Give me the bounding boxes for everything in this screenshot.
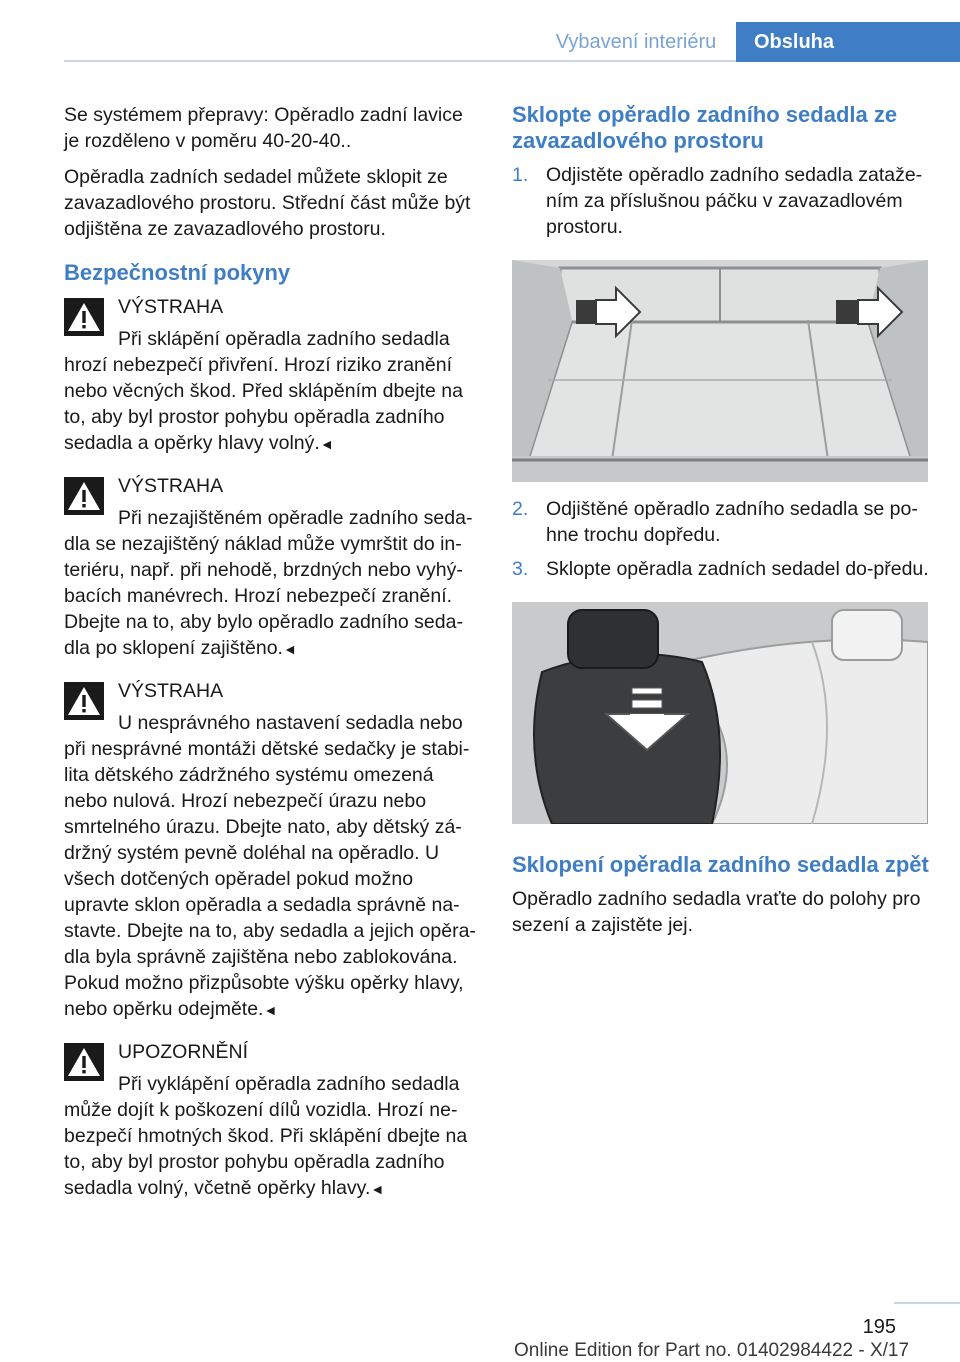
right-column [512,102,930,948]
warning-title: VÝSTRAHA [118,475,224,497]
step-item [512,556,930,582]
warning-block-3 [64,678,482,1023]
trunk-release-levers-image [512,260,928,482]
fold-from-trunk-heading: Sklopte opěradlo zadního sedadla ze zavazadlového prostoru [512,102,898,153]
step-item [512,162,930,240]
end-mark: ◄ [263,1002,278,1018]
intro-paragraph-2: Opěradla zadních sedadel můžete sklopit ze zavazadlového prostoru. Střední část může být odjištěna ze zavazadlového prostoru. [64,166,471,240]
step-text: Odjistěte opěradlo zadního sedadla zataže-ním za příslušnou páčku v zavazadlovém prostoru. [546,164,923,238]
warning-text-rest: dla se nezajištěný náklad může vymrštit do in-teriéru, např. při nehodě, brzdných nebo vyhý-bacích manévrech. Hrozí nebezpečí zranění. Dbejte na to, aby bylo opěradlo zadního seda-dla po sklopení zajištěno. [64,533,463,659]
warning-text-rest: může dojít k poškození dílů vozidla. Hrozí ne-bezpečí hmotných škod. Při sklápění dbejte na to, aby byl prostor pohybu opěradla zadního sedadla volný, včetně opěrky hlavy. [64,1099,468,1199]
warning-text-first-line: Při sklápění opěradla zadního sedadla [118,328,450,350]
warning-text [64,505,482,662]
page-number: 195 [862,1316,896,1338]
warning-triangle-icon [64,682,104,720]
warning-text [64,710,482,1023]
page-number-rule [894,1302,960,1304]
header-section-tab[interactable]: Vybavení interiéru [555,31,717,53]
warning-text-first-line: Při nezajištěném opěradle zadního seda- [118,507,473,529]
warning-text-first-line: Při vyklápění opěradla zadního sedadla [118,1073,460,1095]
left-column [64,102,482,1218]
notice-title: UPOZORNĚNÍ [118,1041,249,1063]
step-number: 1. [512,164,529,186]
warning-text [64,326,482,457]
warning-text-rest: při nesprávné montáži dětské sedačky je stabi-lita dětského zádržného systému omezená nebo nulová. Hrozí nebezpečí úrazu nebo smrtelného úrazu. Dbejte nato, aby dětský zá-držný systém pevně doléhal na opěradlo. U všech dotčených opěradel pokud možno upravte sklon opěradla a sedadla správně na-stavte. Dbejte na to, aby sedadla a jejich opěra-dla byla správně zajištěna nebo zablokována. Pokud možno přizpůsobte výšku opěrky hlavy, nebo opěrku odejměte. [64,738,476,1020]
warning-text-first-line: U nesprávného nastavení sedadla nebo [118,712,463,734]
trunk-illustration [512,260,928,482]
warning-triangle-icon [64,298,104,336]
end-mark: ◄ [319,436,334,452]
end-mark: ◄ [370,1181,385,1197]
step-text: Odjištěné opěradlo zadního sedadla se po-hne trochu dopředu. [546,498,918,546]
warning-title: VÝSTRAHA [118,680,224,702]
steps-list-b [512,496,930,582]
header-chapter-tab[interactable]: Obsluha [736,22,960,62]
fold-back-heading: Sklopení opěradla zadního sedadla zpět [512,852,929,877]
fold-back-text: Opěradlo zadního sedadla vraťte do polohy pro sezení a zajistěte jej. [512,888,921,936]
intro-paragraph-1: Se systémem přepravy: Opěradlo zadní lavice je rozděleno v poměru 40-20-40.. [64,104,463,152]
end-mark: ◄ [282,641,297,657]
steps-list-a [512,162,930,240]
notice-text [64,1071,482,1202]
step-number: 2. [512,498,529,520]
warning-triangle-icon [64,1043,104,1081]
warning-title: VÝSTRAHA [118,296,224,318]
warning-block-4 [64,1039,482,1202]
footer-edition: Online Edition for Part no. 01402984422 - X/17 [514,1340,910,1361]
safety-heading: Bezpečnostní pokyny [64,260,291,285]
step-item [512,496,930,548]
warning-triangle-icon [64,477,104,515]
warning-block-2 [64,473,482,662]
rear-seat-fold-image [512,602,928,824]
warning-block-1 [64,294,482,457]
step-text: Sklopte opěradla zadních sedadel do-předu. [546,558,929,580]
step-number: 3. [512,558,529,580]
rear-seat-illustration [512,602,928,824]
warning-text-rest: hrozí nebezpečí přivření. Hrozí riziko zranění nebo věcných škod. Před sklápěním dbejte na to, aby byl prostor pohybu opěradla zadního sedadla a opěrky hlavy volný. [64,354,463,454]
